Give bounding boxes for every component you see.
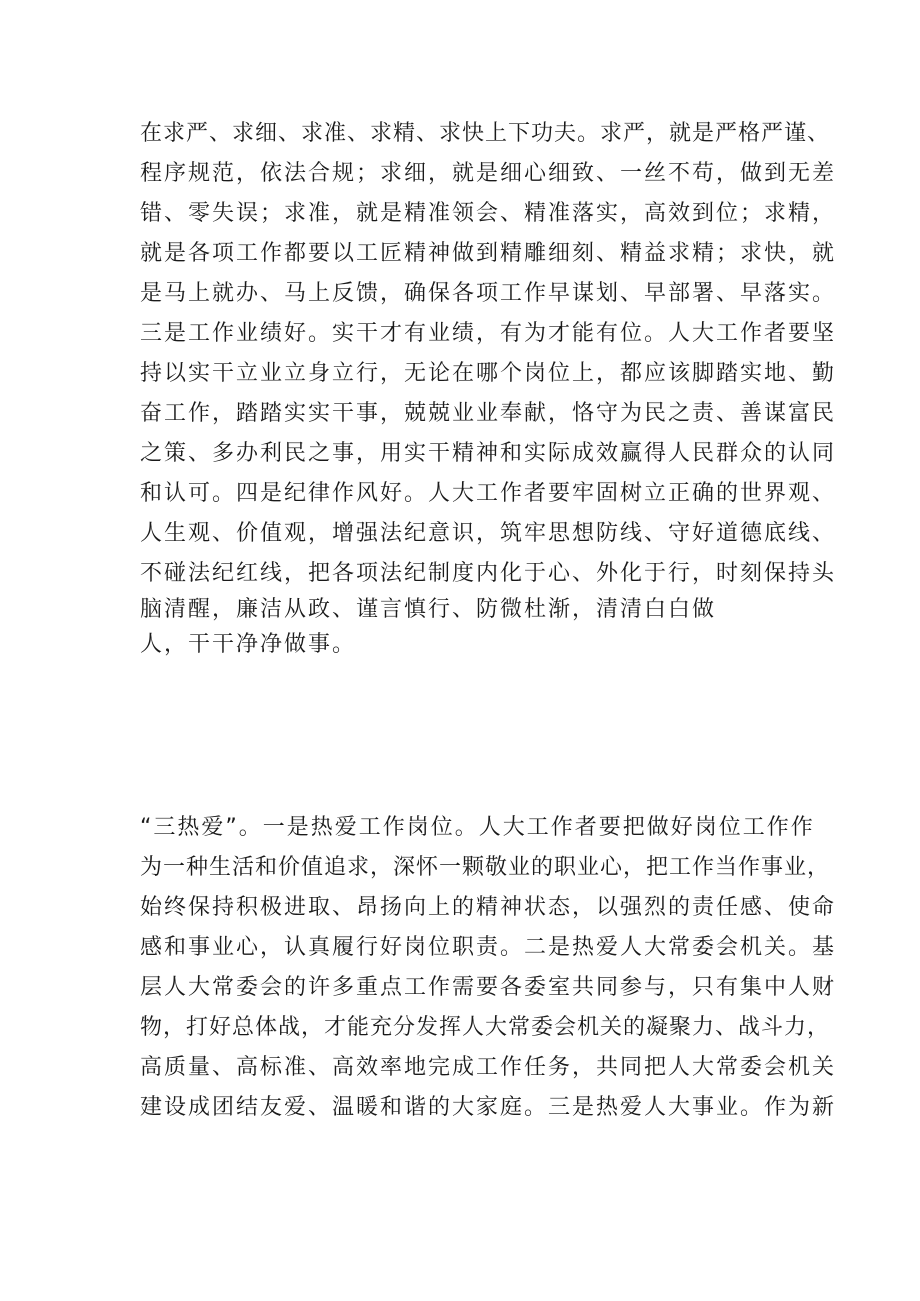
text-line: 建设成团结友爱、温暖和谐的大家庭。三是热爱人大事业。作为新 [140,1095,837,1120]
text-line: 始终保持积极进取、昂扬向上的精神状态，以强烈的责任感、使命 [140,895,837,920]
text-line: 高质量、高标准、高效率地完成工作任务，共同把人大常委会机关 [140,1055,837,1080]
text-line: 层人大常委会的许多重点工作需要各委室共同参与，只有集中人财 [140,975,837,1000]
text-line: 人生观、价值观，增强法纪意识，筑牢思想防线、守好道德底线、 [140,521,837,546]
text-line: 物，打好总体战，才能充分发挥人大常委会机关的凝聚力、战斗力， [140,1015,831,1040]
text-line: 人，干干净净做事。 [140,632,357,657]
text-line: “三热爱”。一是热爱工作岗位。人大工作者要把做好岗位工作作 [140,815,815,840]
text-line: 奋工作，踏踏实实干事，兢兢业业奉献，恪守为民之责、善谋富民 [140,401,837,426]
text-line: 错、零失误；求准，就是精准领会、精准落实，高效到位；求精， [140,201,837,226]
text-line: 为一种生活和价值追求，深怀一颗敬业的职业心，把工作当作事业， [140,855,831,880]
text-line: 程序规范，依法合规；求细，就是细心细致、一丝不苟，做到无差 [140,161,837,186]
text-line: 持以实干立业立身立行，无论在哪个岗位上，都应该脚踏实地、勤 [140,361,837,386]
text-line: 脑清醒，廉洁从政、谨言慎行、防微杜渐，清清白白做 [140,597,717,622]
text-line: 是马上就办、马上反馈，确保各项工作早谋划、早部署、早落实。 [140,281,837,306]
text-line: 之策、多办利民之事，用实干精神和实际成效赢得人民群众的认同 [140,441,837,466]
text-line: 就是各项工作都要以工匠精神做到精雕细刻、精益求精；求快，就 [140,241,837,266]
paragraph-2 [140,808,840,1128]
text-line: 在求严、求细、求准、求精、求快上下功夫。求严，就是严格严谨、 [140,121,831,146]
text-line: 感和事业心，认真履行好岗位职责。二是热爱人大常委会机关。基 [140,935,837,960]
text-line: 三是工作业绩好。实干才有业绩，有为才能有位。人大工作者要坚 [140,321,837,346]
text-line: 不碰法纪红线，把各项法纪制度内化于心、外化于行，时刻保持头 [140,561,837,586]
paragraph-1 [140,114,840,664]
text-line: 和认可。四是纪律作风好。人大工作者要牢固树立正确的世界观、 [140,481,837,506]
